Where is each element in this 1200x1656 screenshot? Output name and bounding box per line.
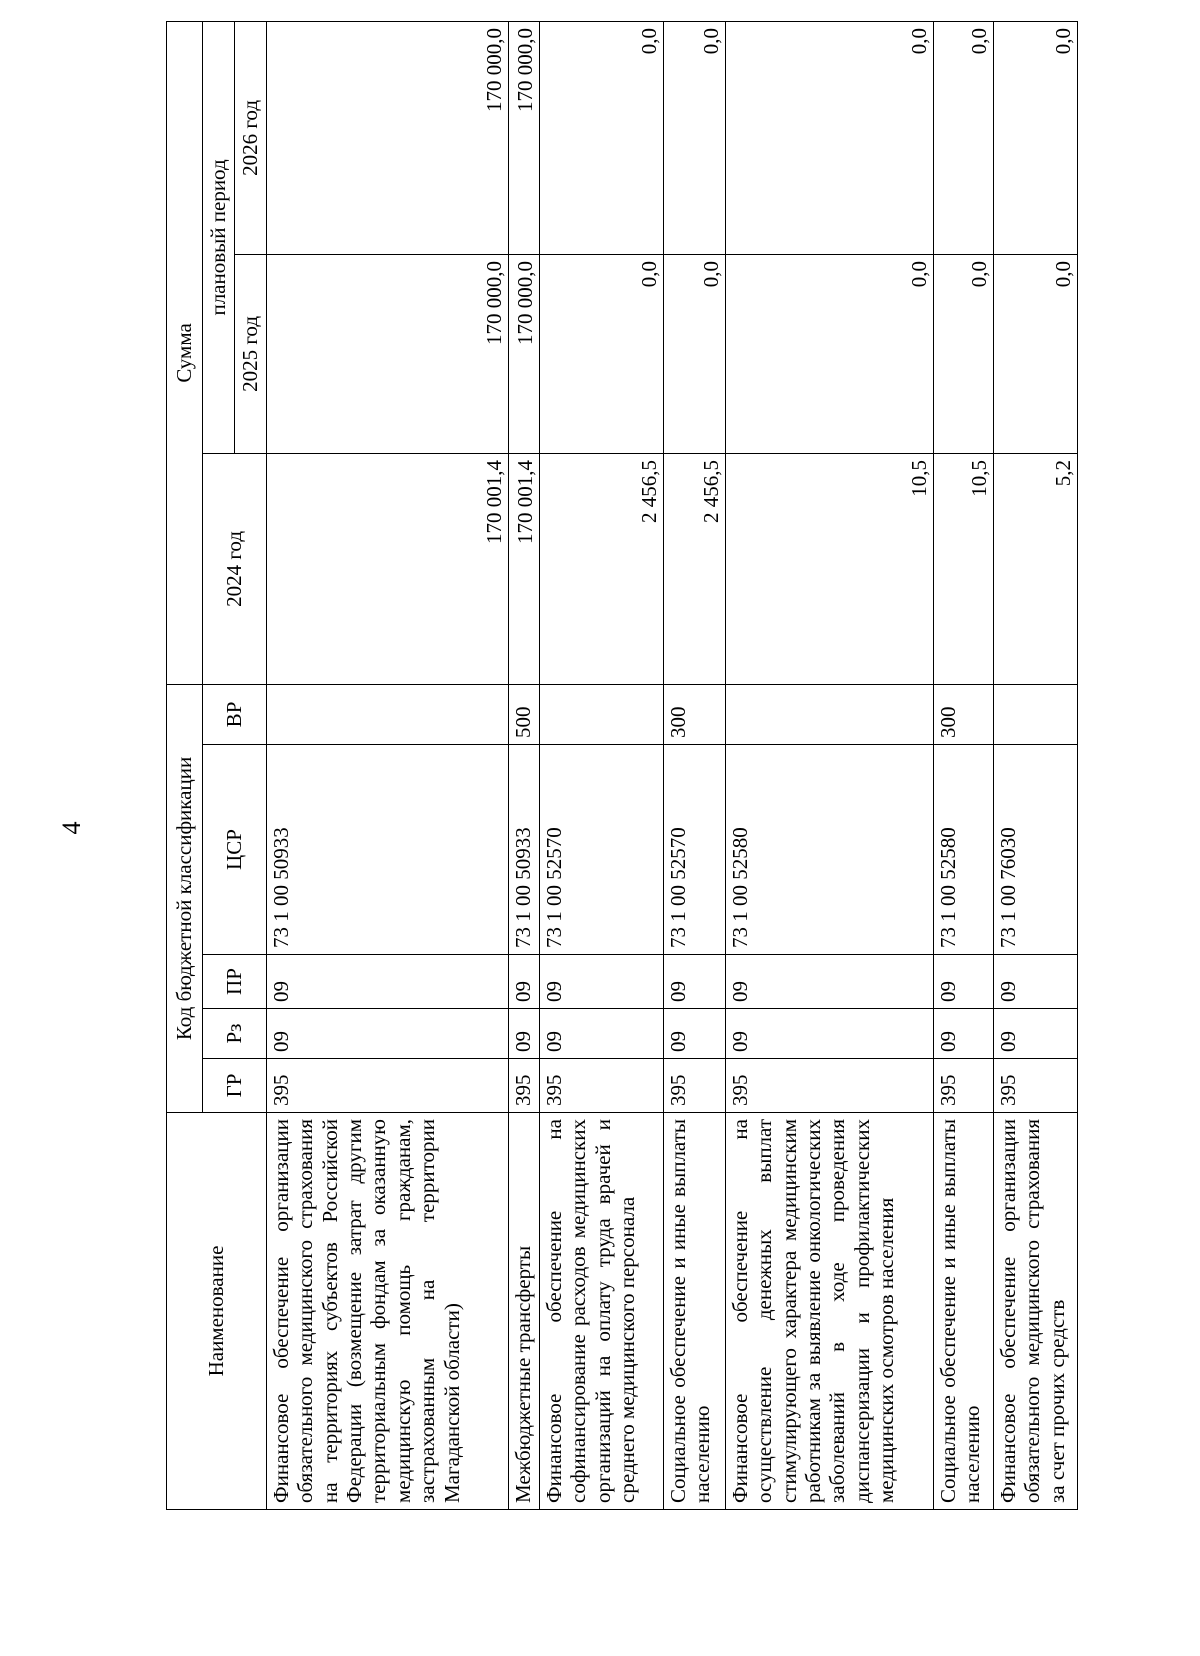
row-2026: 0,0 — [664, 21, 726, 254]
header-year-2025: 2025 год — [235, 254, 267, 453]
row-rz: 09 — [267, 1009, 509, 1059]
row-name: Финансовое обеспечение организации обязательного медицинского страхования за счет прочих средств — [994, 1113, 1078, 1510]
row-name: Финансовое обеспечение на софинансирование расходов медицинских организаций на оплату труда врачей и среднего медицинского персонала — [540, 1113, 664, 1510]
row-pr: 09 — [540, 955, 664, 1009]
row-rz: 09 — [664, 1009, 726, 1059]
row-2026: 0,0 — [540, 21, 664, 254]
row-rz: 09 — [726, 1009, 934, 1059]
row-vr — [540, 684, 664, 744]
row-pr: 09 — [267, 955, 509, 1009]
row-gr: 395 — [726, 1059, 934, 1113]
row-pr: 09 — [509, 955, 540, 1009]
header-code-group: Код бюджетной классификации — [167, 684, 203, 1112]
header-csr: ЦСР — [203, 745, 267, 955]
row-2025: 0,0 — [934, 254, 994, 453]
table-row — [994, 21, 1078, 1509]
table-row — [664, 21, 726, 1509]
row-vr: 300 — [934, 684, 994, 744]
table-row — [934, 21, 994, 1509]
row-gr: 395 — [934, 1059, 994, 1113]
row-vr: 300 — [664, 684, 726, 744]
header-name: Наименование — [167, 1113, 267, 1510]
header-year-2026: 2026 год — [235, 21, 267, 254]
row-csr: 73 1 00 52580 — [726, 745, 934, 955]
row-name: Финансовое обеспечение на осуществление денежных выплат стимулирующего характера медицинским работникам за выявление онкологических заболеваний в ходе проведения диспансеризации и профилактических медицинских осмотров населения — [726, 1113, 934, 1510]
row-name: Межбюджетные трансферты — [509, 1113, 540, 1510]
row-csr: 73 1 00 76030 — [994, 745, 1078, 955]
row-2024: 10,5 — [726, 453, 934, 684]
row-2025: 0,0 — [726, 254, 934, 453]
table-row — [267, 21, 509, 1509]
row-pr: 09 — [726, 955, 934, 1009]
row-name: Социальное обеспечение и иные выплаты населению — [664, 1113, 726, 1510]
row-pr: 09 — [664, 955, 726, 1009]
row-2025: 0,0 — [540, 254, 664, 453]
header-rz: Рз — [203, 1009, 267, 1059]
row-rz: 09 — [540, 1009, 664, 1059]
rotated-table-frame — [166, 22, 1077, 1510]
row-2025: 0,0 — [994, 254, 1078, 453]
header-gr: ГР — [203, 1059, 267, 1113]
table-header — [167, 21, 267, 1509]
row-gr: 395 — [540, 1059, 664, 1113]
row-2025: 0,0 — [664, 254, 726, 453]
row-2026: 0,0 — [934, 21, 994, 254]
row-2024: 170 001,4 — [509, 453, 540, 684]
header-sum-group: Сумма — [167, 21, 203, 684]
row-2024: 5,2 — [994, 453, 1078, 684]
row-csr: 73 1 00 52570 — [664, 745, 726, 955]
table-body — [267, 21, 1078, 1509]
row-name: Финансовое обеспечение организации обязательного медицинского страхования на территориях субъектов Российской Федерации (возмещение затрат другим территориальным фондам за оказанную медицинскую помощь гражданам, застрахованным на территории Магаданской области) — [267, 1113, 509, 1510]
row-2026: 0,0 — [994, 21, 1078, 254]
row-csr: 73 1 00 52580 — [934, 745, 994, 955]
row-2024: 2 456,5 — [540, 453, 664, 684]
row-gr: 395 — [267, 1059, 509, 1113]
row-rz: 09 — [509, 1009, 540, 1059]
row-vr — [994, 684, 1078, 744]
header-pr: ПР — [203, 955, 267, 1009]
row-vr — [267, 684, 509, 744]
budget-table — [166, 21, 1078, 1510]
row-2024: 10,5 — [934, 453, 994, 684]
row-gr: 395 — [994, 1059, 1078, 1113]
table-row — [509, 21, 540, 1509]
row-2026: 170 000,0 — [267, 21, 509, 254]
row-gr: 395 — [664, 1059, 726, 1113]
row-2025: 170 000,0 — [267, 254, 509, 453]
row-csr: 73 1 00 50933 — [267, 745, 509, 955]
row-pr: 09 — [994, 955, 1078, 1009]
header-planning-period: плановый период — [203, 21, 235, 453]
row-name: Социальное обеспечение и иные выплаты населению — [934, 1113, 994, 1510]
row-2024: 170 001,4 — [267, 453, 509, 684]
row-2026: 170 000,0 — [509, 21, 540, 254]
row-rz: 09 — [934, 1009, 994, 1059]
row-2026: 0,0 — [726, 21, 934, 254]
table-row — [540, 21, 664, 1509]
row-csr: 73 1 00 50933 — [509, 745, 540, 955]
page-number: 4 — [57, 821, 86, 835]
row-2024: 2 456,5 — [664, 453, 726, 684]
header-year-2024: 2024 год — [203, 453, 267, 684]
row-vr: 500 — [509, 684, 540, 744]
row-gr: 395 — [509, 1059, 540, 1113]
header-vr: ВР — [203, 684, 267, 744]
table-row — [726, 21, 934, 1509]
row-rz: 09 — [994, 1009, 1078, 1059]
row-2025: 170 000,0 — [509, 254, 540, 453]
row-csr: 73 1 00 52570 — [540, 745, 664, 955]
row-pr: 09 — [934, 955, 994, 1009]
row-vr — [726, 684, 934, 744]
